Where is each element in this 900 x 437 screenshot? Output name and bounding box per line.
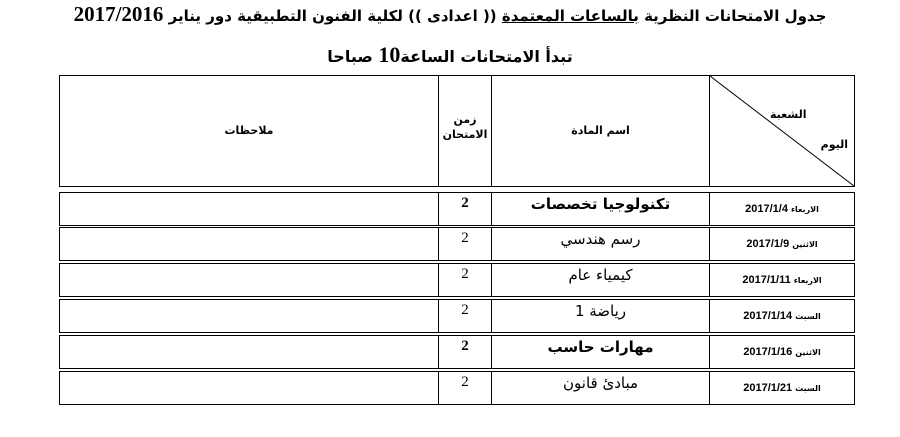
row-5-day-name: الاثنين — [795, 347, 821, 357]
row-5-subject: مهارات حاسب — [491, 335, 710, 369]
row-4-duration: 2 — [438, 299, 492, 333]
row-6-day-name: السبت — [795, 383, 821, 393]
row-5-date-cell — [709, 335, 855, 369]
row-3-date-cell — [709, 263, 855, 297]
title-part-3: (( اعدادى )) لكلية الفنون التطبيقية دور يناير — [163, 7, 502, 25]
row-3-notes — [59, 263, 439, 297]
page-title — [0, 2, 900, 28]
row-4-date: 2017/1/14 — [743, 310, 793, 322]
exam-schedule-table — [59, 75, 855, 405]
header-cell-subject — [491, 75, 710, 187]
row-2-notes — [59, 227, 439, 261]
row-6-subject: مبادئ قانون — [491, 371, 710, 405]
row-1-notes — [59, 192, 439, 226]
row-2-day-name: الاثنين — [792, 239, 818, 249]
row-6-date: 2017/1/21 — [743, 382, 793, 394]
subtitle-prefix: تبدأ الامتحانات الساعة — [400, 47, 573, 66]
row-2-subject: رسم هندسي — [491, 227, 710, 261]
row-3-day-name: الاربعاء — [793, 275, 822, 285]
header-day: اليوم — [820, 138, 848, 151]
row-4-day-name: السبت — [795, 311, 821, 321]
row-2-duration: 2 — [438, 227, 492, 261]
row-5-duration: 2 — [438, 335, 492, 369]
row-1-date-cell — [709, 192, 855, 226]
header-duration-line-2: الامتحان — [442, 128, 488, 141]
row-1-date: 2017/1/4 — [745, 203, 788, 215]
row-1-duration: 2 — [438, 192, 492, 226]
subtitle-suffix: صباحا — [327, 47, 379, 66]
header-duration-line-1: زمن — [453, 113, 477, 126]
row-6-notes — [59, 371, 439, 405]
row-3-subject: كيمياء عام — [491, 263, 710, 297]
title-year: 2017/2016 — [73, 2, 164, 26]
row-1-subject: تكنولوجيا تخصصات — [491, 192, 710, 226]
row-3-date: 2017/1/11 — [742, 274, 791, 286]
header-cell-duration — [438, 75, 492, 187]
row-5-notes — [59, 335, 439, 369]
header-subject: اسم المادة — [571, 124, 630, 137]
title-part-2: بالساعات المعتمدة — [501, 7, 639, 25]
subtitle-hour: 10 — [378, 42, 401, 67]
row-5-date: 2017/1/16 — [743, 346, 793, 358]
row-2-date-cell — [709, 227, 855, 261]
diagonal-divider — [710, 76, 854, 186]
header-cell-branch-day — [709, 75, 855, 187]
title-part-1: جدول الامتحانات النظرية — [638, 7, 827, 25]
row-4-notes — [59, 299, 439, 333]
row-4-subject: رياضة 1 — [491, 299, 710, 333]
row-2-date: 2017/1/9 — [746, 238, 790, 250]
header-branch: الشعبة — [770, 108, 807, 121]
row-4-date-cell — [709, 299, 855, 333]
header-notes: ملاحظات — [224, 124, 274, 137]
row-6-date-cell — [709, 371, 855, 405]
header-cell-notes — [59, 75, 439, 187]
row-1-day-name: الاربعاء — [790, 204, 819, 214]
row-6-duration: 2 — [438, 371, 492, 405]
row-3-duration: 2 — [438, 263, 492, 297]
page-subtitle — [0, 42, 900, 70]
